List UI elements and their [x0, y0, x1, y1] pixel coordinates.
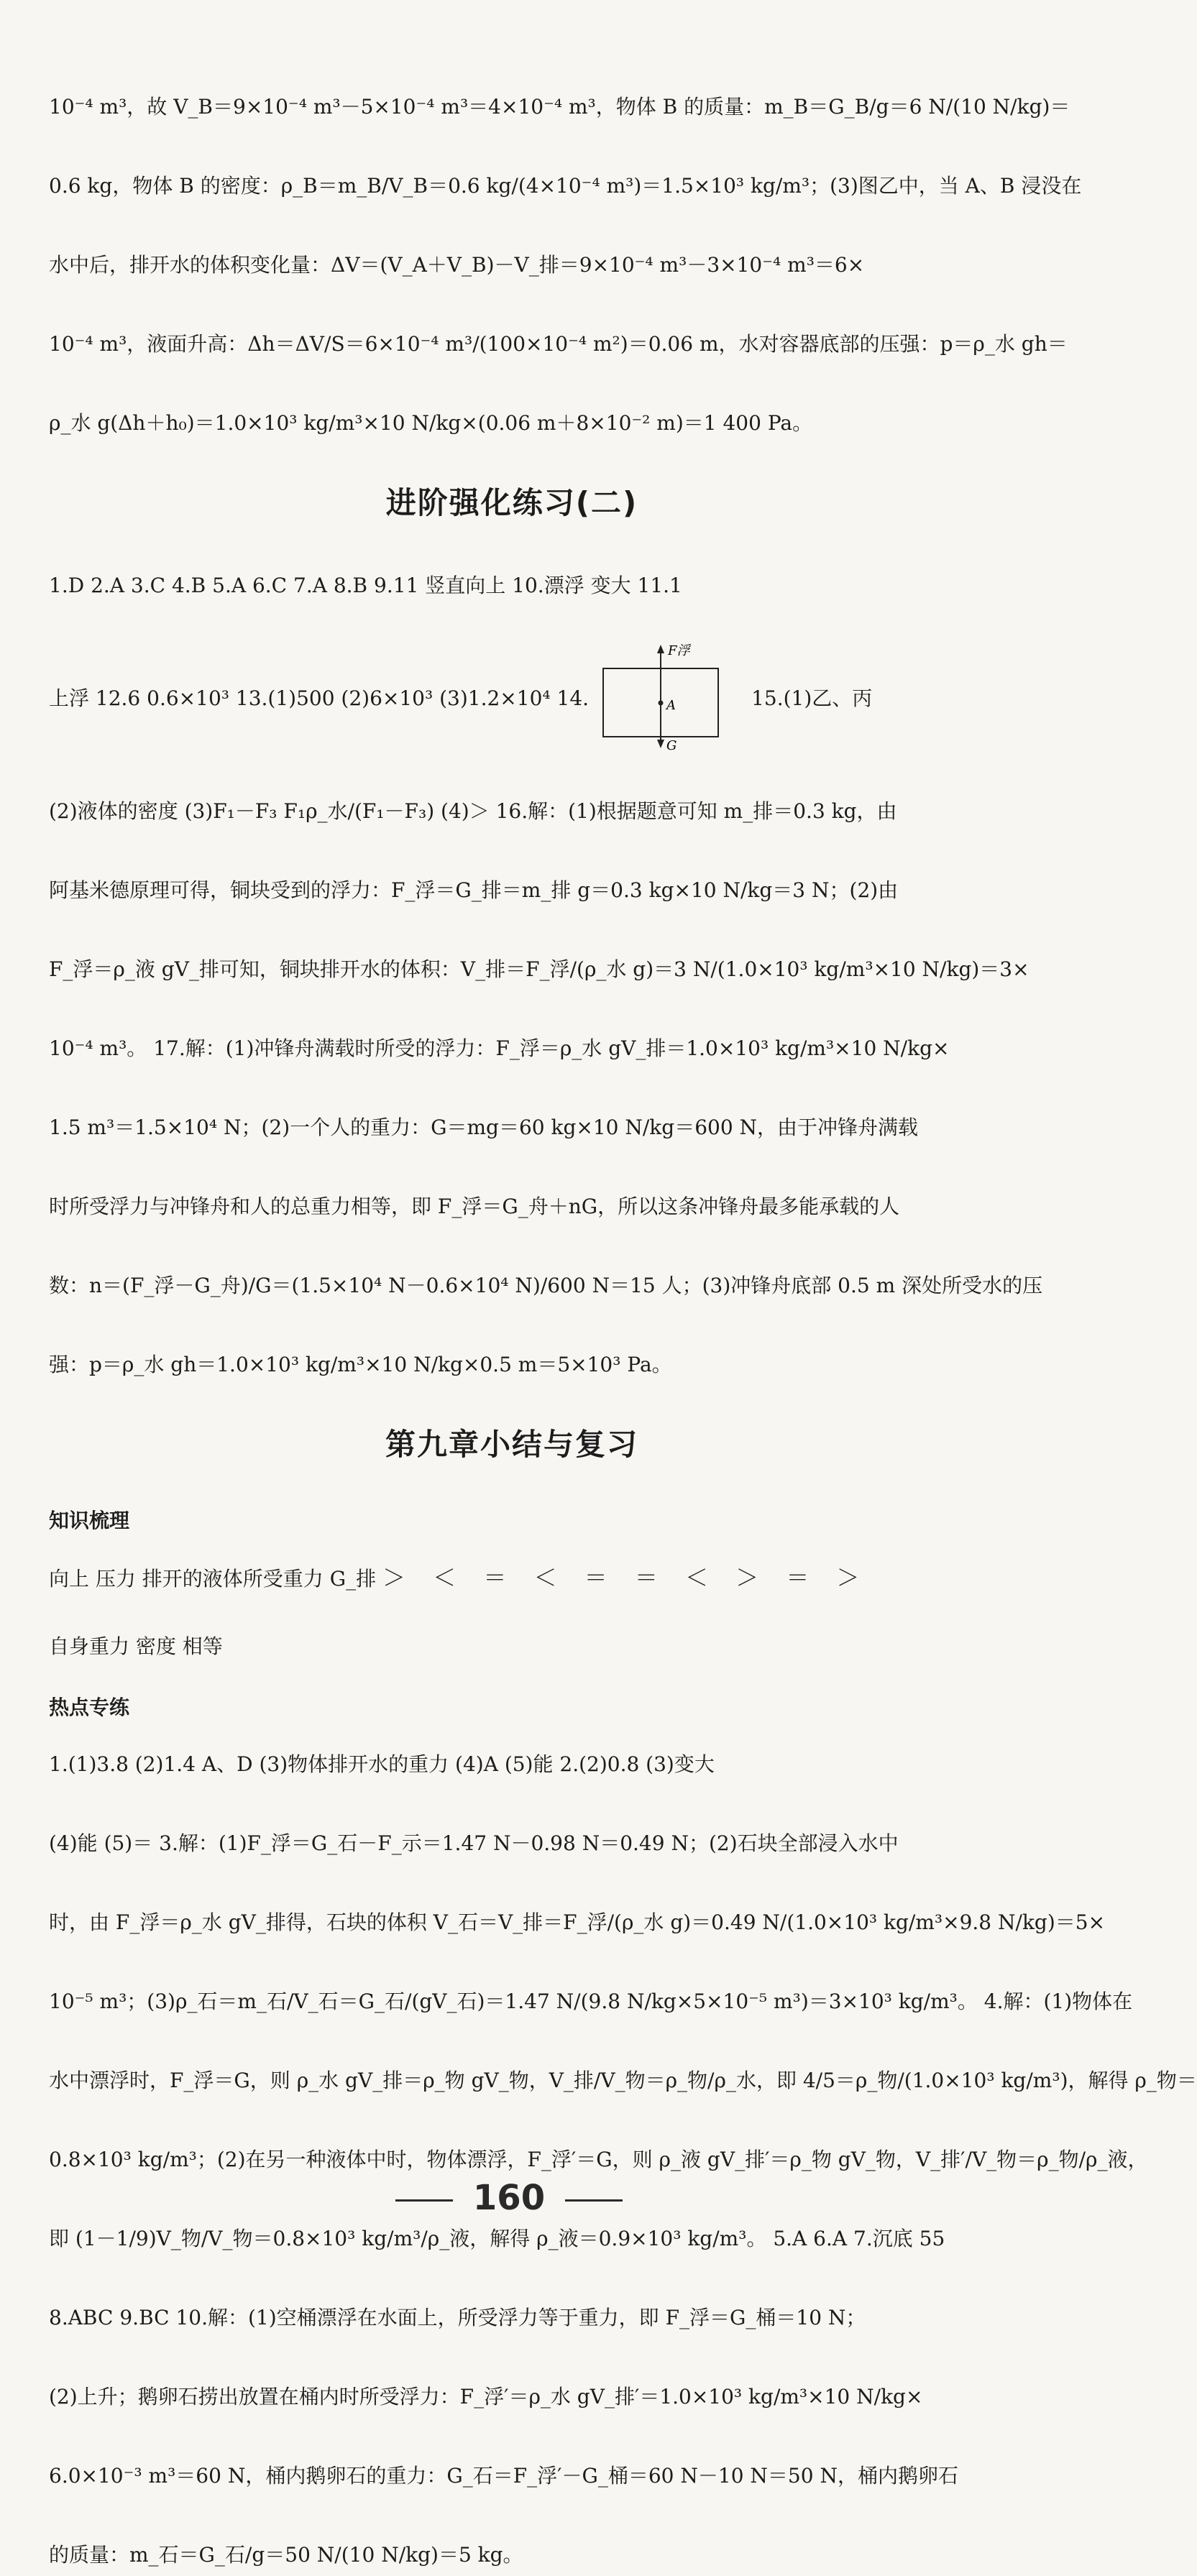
text-line: 强：p＝ρ_水 gh＝1.0×10³ kg/m³×10 N/kg×0.5 m＝5×10³ Pa。	[49, 1353, 672, 1376]
text-line: 阿基米德原理可得，铜块受到的浮力：F_浮＝G_排＝m_排 g＝0.3 kg×10 N/kg＝3 N；(2)由	[49, 878, 899, 902]
buoyancy-arrowhead	[657, 645, 664, 653]
text-line: (2)上升；鹅卵石捞出放置在桶内时所受浮力：F_浮′＝ρ_水 gV_排′＝1.0×10³ kg/m³×10 N/kg×	[49, 2385, 923, 2409]
page-number-dash-left	[395, 2199, 453, 2202]
center-point	[659, 701, 664, 706]
answer-text: 15.(1)乙、丙	[751, 686, 873, 710]
text-line: 8.ABC 9.BC 10.解：(1)空桶漂浮在水面上，所受浮力等于重力，即 F_浮＝G_桶＝10 N；	[49, 2306, 866, 2329]
gravity-arrowhead	[657, 740, 664, 748]
text-line: 水中后，排开水的体积变化量：ΔV＝(V_A＋V_B)－V_排＝9×10⁻⁴ m³－3×10⁻⁴ m³＝6×	[49, 253, 865, 277]
text-line: 时，由 F_浮＝ρ_水 gV_排得，石块的体积 V_石＝V_排＝F_浮/(ρ_水 g)＝0.49 N/(1.0×10³ kg/m³×9.8 N/kg)＝5×	[49, 1910, 1106, 1934]
buoyancy-label: F浮	[668, 643, 690, 658]
text-line: 10⁻⁴ m³，液面升高：Δh＝ΔV/S＝6×10⁻⁴ m³/(100×10⁻⁴ m²)＝0.06 m，水对容器底部的压强：p＝ρ_水 gh＝	[49, 332, 1068, 356]
answer-text: 上浮 12.6 0.6×10³ 13.(1)500 (2)6×10³ (3)1.2×10⁴ 14.	[49, 686, 590, 710]
page-number-value: 160	[472, 2178, 546, 2218]
text-line: F_浮＝ρ_液 gV_排可知，铜块排开水的体积：V_排＝F_浮/(ρ_水 g)＝3 N/(1.0×10³ kg/m³×10 N/kg)＝3×	[49, 957, 1029, 981]
text-line: 10⁻⁵ m³；(3)ρ_石＝m_石/V_石＝G_石/(gV_石)＝1.47 N/(9.8 N/kg×5×10⁻⁵ m³)＝3×10³ kg/m³。 4.解：(1)物体在	[49, 1990, 1133, 2013]
text-line: (4)能 (5)＝ 3.解：(1)F_浮＝G_石－F_示＝1.47 N－0.98 N＝0.49 N；(2)石块全部浸入水中	[49, 1831, 899, 1855]
page-number	[0, 2178, 1018, 2218]
text-line: 即 (1－1/9)V_物/V_物＝0.8×10³ kg/m³/ρ_液，解得 ρ_液＝0.9×10³ kg/m³。 5.A 6.A 7.沉底 55	[49, 2227, 945, 2250]
force-diagram	[596, 643, 725, 751]
text-line: 数：n＝(F_浮－G_舟)/G＝(1.5×10⁴ N－0.6×10⁴ N)/600 N＝15 人；(3)冲锋舟底部 0.5 m 深处所受水的压	[49, 1274, 1043, 1297]
text-line: ρ_水 g(Δh＋h₀)＝1.0×10³ kg/m³×10 N/kg×(0.06 m＋8×10⁻² m)＝1 400 Pa。	[49, 411, 813, 435]
section-heading-chapter-review: 第九章小结与复习	[385, 1427, 638, 1462]
text-line: 水中漂浮时，F_浮＝G，则 ρ_水 gV_排＝ρ_物 gV_物，V_排/V_物＝ρ_物/ρ_水，即 4/5＝ρ_物/(1.0×10³ kg/m³)，解得 ρ_物＝	[49, 2069, 1197, 2092]
gravity-label: G	[666, 738, 677, 753]
text-line: 10⁻⁴ m³。 17.解：(1)冲锋舟满载时所受的浮力：F_浮＝ρ_水 gV_排＝1.0×10³ kg/m³×10 N/kg×	[49, 1036, 950, 1060]
text-line: 0.8×10³ kg/m³；(2)在另一种液体中时，物体漂浮，F_浮′＝G，则 ρ_液 gV_排′＝ρ_物 gV_物，V_排′/V_物＝ρ_物/ρ_液，	[49, 2148, 1148, 2171]
knowledge-line	[49, 1557, 975, 1600]
intro-block	[49, 86, 1082, 444]
section-heading-advanced-practice: 进阶强化练习(二)	[385, 485, 638, 520]
text-line: 0.6 kg，物体 B 的密度：ρ_B＝m_B/V_B＝0.6 kg/(4×10⁻⁴ m³)＝1.5×10³ kg/m³；(3)图乙中，当 A、B 浸没在	[49, 174, 1082, 198]
text-line: 的质量：m_石＝G_石/g＝50 N/(10 N/kg)＝5 kg。	[49, 2543, 523, 2567]
comparison-symbols: ＞ ＜ ＝ ＜ ＝ ＝ ＜ ＞ ＝ ＞	[382, 1564, 870, 1591]
page-number-dash-right	[565, 2199, 623, 2202]
answer-line: 1.D 2.A 3.C 4.B 5.A 6.C 7.A 8.B 9.11 竖直向上 10.漂浮 变大 11.1	[49, 574, 682, 597]
center-label: A	[666, 698, 677, 713]
text-line: 10⁻⁴ m³，故 V_B＝9×10⁻⁴ m³－5×10⁻⁴ m³＝4×10⁻⁴ m³，物体 B 的质量：m_B＝G_B/g＝6 N/(10 N/kg)＝	[49, 95, 1070, 119]
section1-solutions	[49, 791, 1043, 1386]
text-line: 1.(1)3.8 (2)1.4 A、D (3)物体排开水的重力 (4)A (5)能 2.(2)0.8 (3)变大	[49, 1752, 715, 1776]
knowledge-text: 向上 压力 排开的液体所受重力 G_排	[49, 1567, 377, 1591]
subheading-knowledge: 知识梳理	[49, 1509, 130, 1532]
knowledge-line: 自身重力 密度 相等	[49, 1634, 223, 1658]
section2-solutions	[49, 1744, 1197, 2576]
text-line: 1.5 m³＝1.5×10⁴ N；(2)一个人的重力：G＝mg＝60 kg×10 N/kg＝600 N，由于冲锋舟满载	[49, 1116, 919, 1139]
subheading-hot-topics: 热点专练	[49, 1696, 130, 1719]
text-line: 时所受浮力与冲锋舟和人的总重力相等，即 F_浮＝G_舟＋nG，所以这条冲锋舟最多能承载的人	[49, 1195, 900, 1218]
text-line: (2)液体的密度 (3)F₁－F₃ F₁ρ_水/(F₁－F₃) (4)＞ 16.解：(1)根据题意可知 m_排＝0.3 kg，由	[49, 799, 897, 823]
answer-row-with-diagram	[49, 632, 975, 762]
text-line: 6.0×10⁻³ m³＝60 N，桶内鹅卵石的重力：G_石＝F_浮′－G_桶＝60 N－10 N＝50 N，桶内鹅卵石	[49, 2464, 958, 2488]
